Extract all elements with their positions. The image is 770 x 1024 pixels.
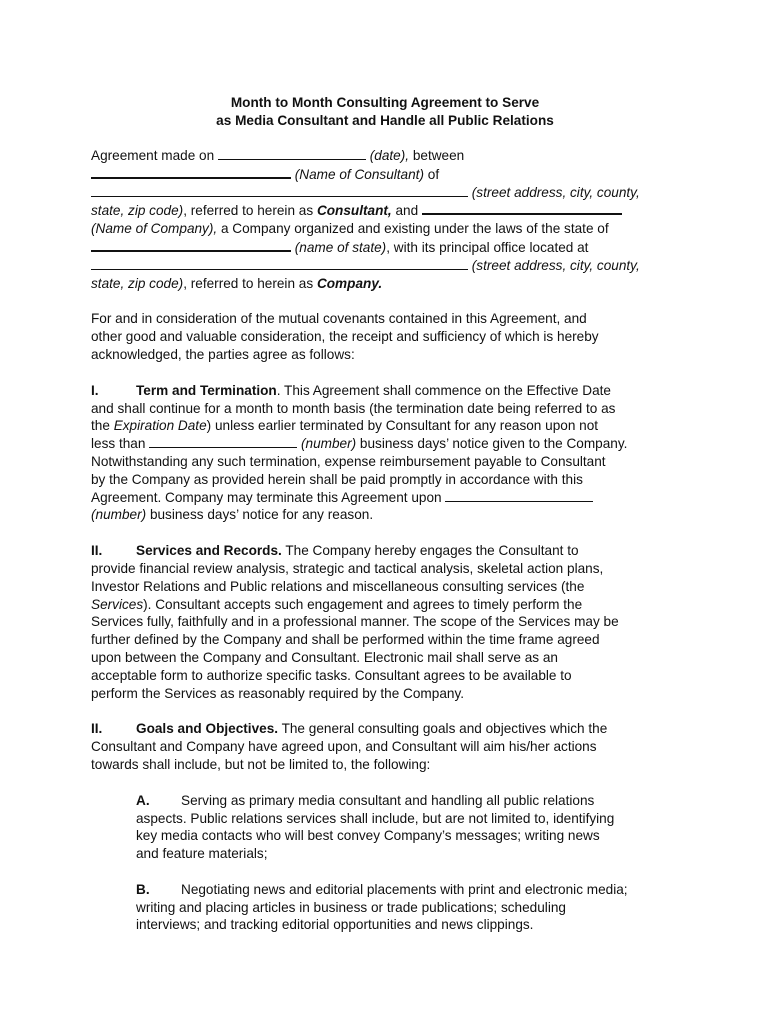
paragraph-line: aspects. Public relations services shall include, but are not limited to, identifying	[136, 810, 615, 826]
company-notice-days-blank[interactable]	[445, 489, 593, 502]
paragraph-line: key media contacts who will best convey Company’s messages; writing news	[136, 828, 600, 844]
subsection-label: A.	[136, 792, 150, 808]
paragraph-line: acknowledged, the parties agree as follows:	[91, 346, 355, 362]
paragraph-text: business days’ notice given to the Company.	[359, 436, 628, 452]
intro-text: , with its principal office located at	[386, 239, 589, 255]
consultant-term: Consultant,	[316, 203, 392, 219]
document-body	[91, 147, 691, 934]
title-line-1: Month to Month Consulting Agreement to Serve	[230, 95, 540, 110]
date-hint: (date),	[369, 148, 410, 163]
intro-text: and	[395, 203, 419, 219]
date-blank[interactable]	[218, 147, 366, 160]
intro-text: a Company organized and existing under the laws of the state of	[220, 221, 609, 237]
section-term-termination	[91, 382, 691, 524]
paragraph-text: the	[91, 418, 110, 434]
company-address-blank[interactable]	[91, 257, 468, 270]
company-name-hint: (Name of Company),	[91, 221, 218, 237]
paragraph-line: Services fully, faithfully and in a professional manner. The scope of the Services may be	[91, 614, 619, 630]
section-heading: Goals and Objectives.	[136, 721, 279, 737]
paragraph-text: Agreement. Company may terminate this Agreement upon	[91, 489, 442, 505]
title-line-2: as Media Consultant and Handle all Public Relations	[216, 113, 554, 128]
subsection-label: B.	[136, 881, 150, 897]
paragraph-text: . This Agreement shall commence on the Effective Date	[276, 382, 611, 398]
paragraph-line: and shall continue for a month to month basis (the termination date being referred to as	[91, 400, 616, 416]
paragraph-text: ). Consultant accepts such engagement and agrees to timely perform the	[143, 596, 583, 612]
subsection-a	[91, 792, 691, 863]
state-zip-hint: state, zip code)	[91, 203, 184, 219]
intro-text: , referred to herein as	[183, 275, 314, 291]
intro-text: , referred to herein as	[183, 203, 314, 219]
state-zip-hint: state, zip code)	[91, 275, 184, 291]
company-term: Company.	[316, 275, 383, 291]
paragraph-line: towards shall include, but not be limited to, the following:	[91, 756, 431, 772]
services-term: Services	[91, 596, 144, 612]
number-hint: (number)	[91, 507, 147, 523]
expiration-date-term: Expiration Date	[113, 418, 207, 434]
consultant-address-blank[interactable]	[91, 184, 468, 197]
section-number: I.	[91, 382, 99, 398]
paragraph-line: Investor Relations and Public relations and miscellaneous consulting services (the	[91, 578, 585, 594]
document-title	[0, 94, 770, 130]
section-heading: Services and Records.	[136, 543, 282, 559]
subsection-b	[91, 881, 691, 934]
number-hint: (number)	[300, 436, 357, 452]
section-number: II.	[91, 721, 103, 737]
paragraph-line: further defined by the Company and shall be performed within the time frame agreed	[91, 632, 600, 648]
section-services-records	[91, 542, 691, 702]
intro-text: between	[412, 148, 465, 163]
state-name-hint: (name of state)	[294, 239, 387, 255]
paragraph-line: writing and placing articles in business or trade publications; scheduling	[136, 899, 566, 915]
paragraph-line: perform the Services as reasonably required by the Company.	[91, 685, 465, 701]
paragraph-text: The Company hereby engages the Consultant to	[285, 543, 579, 559]
intro-paragraph	[91, 147, 691, 292]
paragraph-line: other good and valuable consideration, the receipt and sufficiency of which is hereby	[91, 329, 599, 345]
notice-days-blank[interactable]	[149, 435, 297, 448]
paragraph-line: provide financial review analysis, strategic and tactical analysis, skeletal action plans,	[91, 560, 604, 576]
paragraph-line: Notwithstanding any such termination, expense reimbursement payable to Consultant	[91, 453, 606, 469]
paragraph-text: The general consulting goals and objectives which the	[281, 721, 608, 737]
paragraph-text: business days’ notice for any reason.	[149, 507, 374, 523]
section-goals-objectives	[91, 720, 691, 773]
section-heading: Term and Termination	[136, 382, 277, 398]
street-hint: (street address, city, county,	[471, 257, 640, 273]
paragraph-line: acceptable form to authorize specific tasks. Consultant agrees to be available to	[91, 667, 572, 683]
paragraph-line: and feature materials;	[136, 846, 268, 862]
paragraph-line: interviews; and tracking editorial opportunities and news clippings.	[136, 917, 534, 933]
paragraph-line: For and in consideration of the mutual covenants contained in this Agreement, and	[91, 311, 587, 327]
company-name-blank[interactable]	[422, 201, 622, 215]
paragraph-text: Serving as primary media consultant and handling all public relations	[181, 792, 595, 808]
street-hint: (street address, city, county,	[471, 184, 640, 200]
consideration-paragraph	[91, 310, 691, 363]
section-number: II.	[91, 543, 103, 559]
consultant-name-hint: (Name of Consultant)	[294, 166, 424, 182]
paragraph-line: upon between the Company and Consultant. Electronic mail shall serve as an	[91, 649, 558, 665]
paragraph-text: less than	[91, 436, 146, 452]
consultant-name-blank[interactable]	[91, 165, 291, 179]
paragraph-text: ) unless earlier terminated by Consultant for any reason upon not	[206, 418, 599, 434]
paragraph-line: by the Company as provided herein shall be paid promptly in accordance with this	[91, 471, 583, 487]
state-name-blank[interactable]	[91, 238, 291, 252]
paragraph-text: Negotiating news and editorial placements with print and electronic media;	[181, 881, 628, 897]
intro-text: Agreement made on	[91, 148, 215, 163]
paragraph-line: Consultant and Company have agreed upon, and Consultant will aim his/her actions	[91, 739, 597, 755]
intro-text: of	[427, 166, 440, 182]
